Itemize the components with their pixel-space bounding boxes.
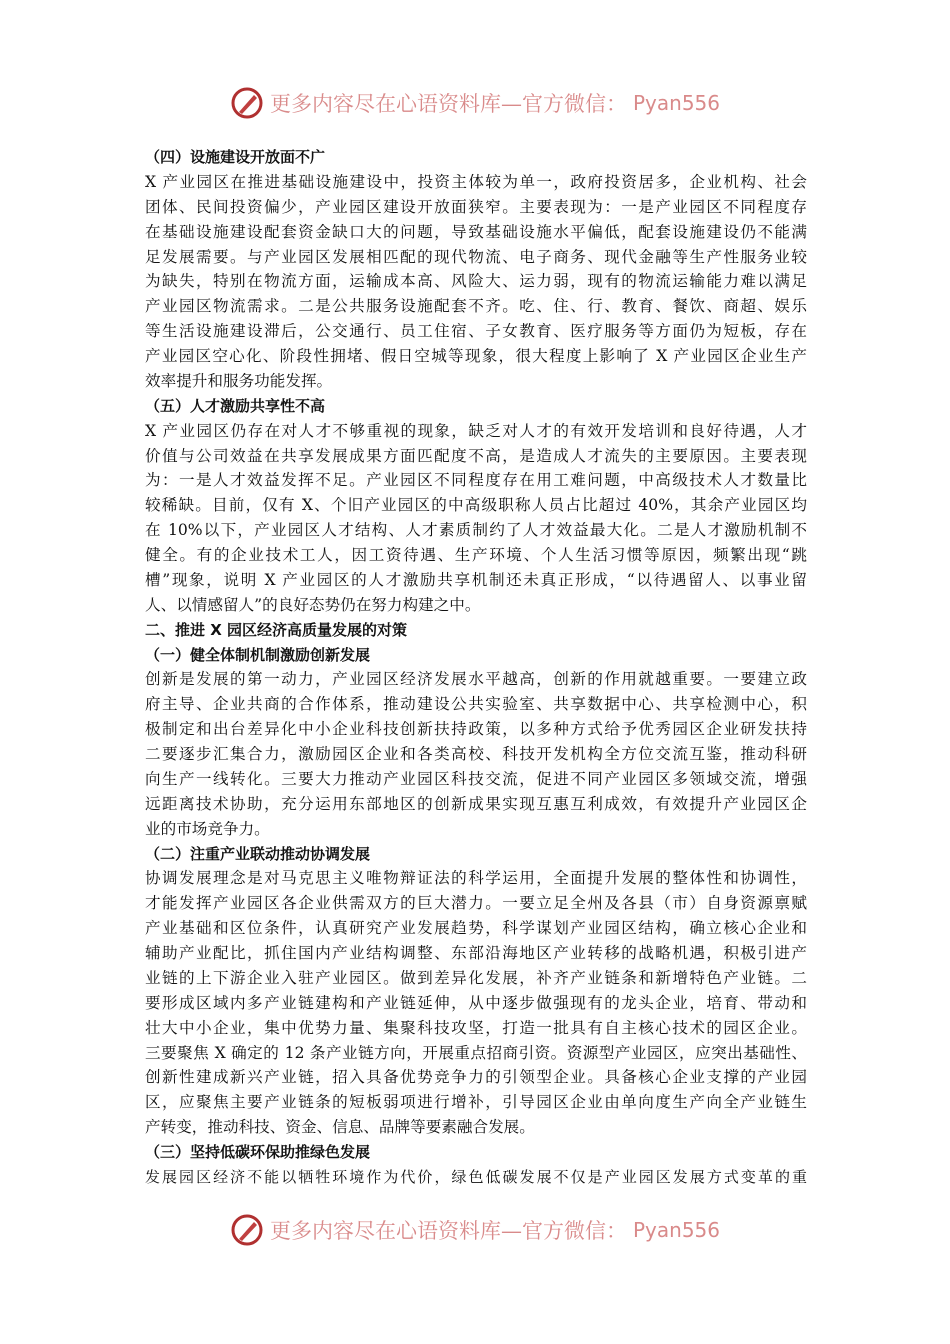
paragraph-line: 团体、民间投资偏少，产业园区建设开放面狭窄。主要表现为：一是产业园区不同程度存	[145, 197, 807, 216]
paragraph-line: 才能发挥产业园区各企业供需双方的巨大潜力。一要立足全州及各县（市）自身资源禀赋	[145, 894, 807, 913]
paragraph-line: 发展园区经济不能以牺牲环境作为代价，绿色低碳发展不仅是产业园区发展方式变革的重	[145, 1167, 807, 1186]
header-watermark	[0, 86, 950, 120]
document-body	[145, 145, 807, 1190]
paragraph-line: 槽”现象，说明 X 产业园区的人才激励共享机制还未真正形成，“以待遇留人、以事业留	[145, 570, 807, 589]
section-heading: （三）坚持低碳环保助推绿色发展	[145, 1143, 371, 1161]
paragraph-line: 创新是发展的第一动力，产业园区经济发展水平越高，创新的作用就越重要。一要建立政	[145, 670, 807, 689]
paragraph-line: 在基础设施建设配套资金缺口大的问题，导致基础设施水平偏低，配套设施建设仍不能满	[145, 222, 807, 241]
paragraph-line: 价值与公司效益在共享发展成果方面匹配度不高，是造成人才流失的主要原因。主要表现	[145, 446, 807, 465]
paragraph-line: 业的市场竞争力。	[145, 819, 270, 838]
section-heading: （四）设施建设开放面不广	[145, 148, 326, 166]
watermark-wechat-id: Pyan556	[632, 91, 720, 115]
section-heading: （五）人才激励共享性不高	[145, 396, 326, 415]
paragraph-line: 较稀缺。目前，仅有 X、个旧产业园区的中高级职称人员占比超过 40%，其余产业园区均	[145, 496, 807, 515]
watermark-wechat-id: Pyan556	[632, 1218, 720, 1242]
paragraph-line: 产业园区物流需求。二是公共服务设施配套不齐。吃、住、行、教育、餐饮、商超、娱乐	[145, 297, 807, 316]
paragraph-line: 为缺失，特别在物流方面，运输成本高、风险大、运力弱，现有的物流运输能力难以满足	[145, 272, 807, 291]
paragraph-line: 产转变，推动科技、资金、信息、品牌等要素融合发展。	[145, 1118, 535, 1137]
section-heading: 二、推进 X 园区经济高质量发展的对策	[145, 620, 408, 639]
paragraph-line: 足发展需要。与产业园区发展相匹配的现代物流、电子商务、现代金融等生产性服务业较	[145, 247, 807, 266]
watermark-text: 更多内容尽在心语资料库—官方微信：	[269, 1219, 627, 1243]
paragraph-line: X 产业园区在推进基础设施建设中，投资主体较为单一，政府投资居多，企业机构、社会	[145, 172, 807, 191]
paragraph-line: 府主导、企业共商的合作体系，推动建设公共实验室、共享数据中心、共享检测中心，积	[145, 695, 807, 714]
paragraph-line: 协调发展理念是对马克思主义唯物辩证法的科学运用，全面提升发展的整体性和协调性，	[145, 869, 807, 888]
paragraph-line: 二要逐步汇集合力，激励园区企业和各类高校、科技开发机构全方位交流互鉴，推动科研	[145, 745, 807, 763]
paragraph-line: 业链的上下游企业入驻产业园区。做到差异化发展，补齐产业链条和新增特色产业链。二	[145, 968, 807, 987]
paragraph-line: 壮大中小企业，集中优势力量、集聚科技攻坚，打造一批具有自主核心技术的园区企业。	[145, 1018, 807, 1037]
paragraph-line: 健全。有的企业技术工人，因工资待遇、生产环境、个人生活习惯等原因，频繁出现“跳	[145, 546, 807, 564]
paragraph-line: 要形成区域内多产业链建构和产业链延伸，从中逐步做强现有的龙头企业，培育、带动和	[145, 993, 807, 1012]
section-heading: （一）健全体制机制激励创新发展	[145, 645, 371, 664]
paragraph-line: 人、以情感留人”的良好态势仍在努力构建之中。	[145, 595, 481, 614]
paragraph-line: 产业基础和区位条件，认真研究产业发展趋势，科学谋划产业园区结构，确立核心企业和	[145, 919, 807, 938]
paragraph-line: 等生活设施建设滞后，公交通行、员工住宿、子女教育、医疗服务等方面仍为短板，存在	[145, 322, 807, 341]
paragraph-line: 远距离技术协助，充分运用东部地区的创新成果实现互惠互利成效，有效提升产业园区企	[145, 794, 807, 813]
footer-watermark	[0, 1213, 950, 1247]
section-heading: （二）注重产业联动推动协调发展	[145, 844, 371, 863]
paragraph-line: 向生产一线转化。三要大力推动产业园区科技交流，促进不同产业园区多领域交流，增强	[145, 769, 807, 788]
paragraph-line: 辅助产业配比，抓住国内产业结构调整、东部沿海地区产业转移的战略机遇，积极引进产	[145, 944, 807, 962]
paragraph-line: 在 10%以下，产业园区人才结构、人才素质制约了人才效益最大化。二是人才激励机制不	[145, 521, 807, 540]
paragraph-line: 创新性建成新兴产业链，招入具备优势竞争力的引领型企业。具备核心企业支撑的产业园	[145, 1068, 807, 1087]
paragraph-line: 极制定和出台差异化中小企业科技创新扶持政策，以多种方式给予优秀园区企业研发扶持	[145, 720, 807, 739]
paragraph-line: 三要聚焦 X 确定的 12 条产业链方向，开展重点招商引资。资源型产业园区，应突出基础性、	[145, 1043, 807, 1062]
watermark-text: 更多内容尽在心语资料库—官方微信：	[269, 92, 627, 116]
paragraph-line: X 产业园区仍存在对人才不够重视的现象，缺乏对人才的有效开发培训和良好待遇，人才	[145, 421, 807, 440]
paragraph-line: 为：一是人才效益发挥不足。产业园区不同程度存在用工难问题，中高级技术人才数量比	[145, 471, 807, 490]
paragraph-line: 效率提升和服务功能发挥。	[145, 371, 333, 390]
pen-logo-icon	[230, 86, 264, 120]
paragraph-line: 区，应聚焦主要产业链条的短板弱项进行增补，引导园区企业由单向度生产向全产业链生	[145, 1093, 807, 1112]
pen-logo-icon	[230, 1213, 264, 1247]
paragraph-line: 产业园区空心化、阶段性拥堵、假日空城等现象，很大程度上影响了 X 产业园区企业生产	[145, 347, 807, 365]
